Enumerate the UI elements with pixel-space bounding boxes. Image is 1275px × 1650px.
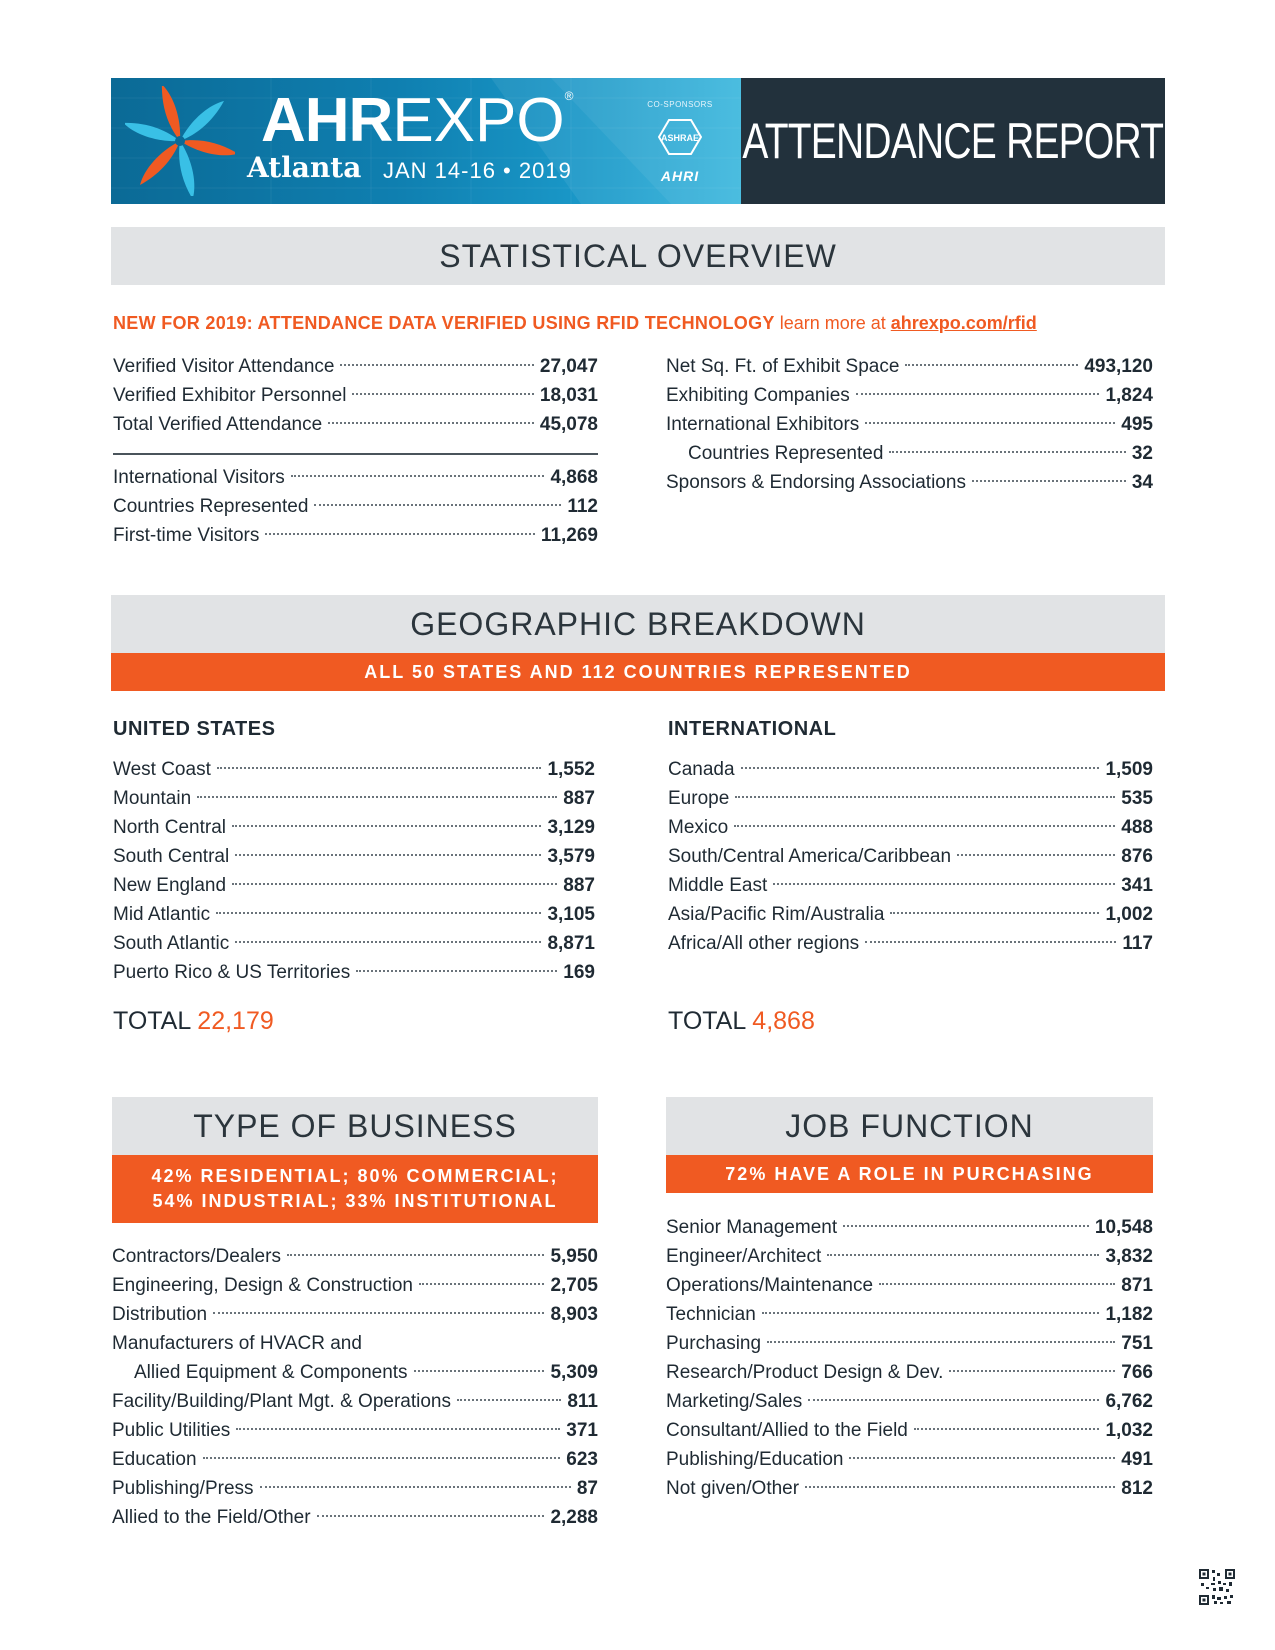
- intl-region-row-europe: [668, 784, 1153, 813]
- dotted-leader: [236, 1428, 560, 1430]
- logo-city: Atlanta: [247, 151, 362, 184]
- dotted-leader: [889, 451, 1125, 453]
- business-value: 5,309: [550, 1362, 598, 1383]
- job-value: 6,762: [1105, 1391, 1153, 1412]
- dotted-leader: [314, 504, 561, 506]
- attendance-row-verified-visitor-attendance: [113, 352, 598, 381]
- intl-total: [668, 1007, 815, 1036]
- visitor-row-first-time-visitors: [113, 521, 598, 550]
- us-region-label: North Central: [113, 817, 226, 838]
- business-label: Engineering, Design & Construction: [112, 1275, 414, 1296]
- pinwheel-logo-icon: [125, 86, 235, 196]
- dotted-leader: [287, 1254, 545, 1256]
- dotted-leader: [265, 533, 535, 535]
- rfid-note-plain: learn more at: [774, 313, 891, 333]
- rfid-note: [113, 313, 1165, 334]
- intl-region-label: Canada: [668, 759, 735, 780]
- us-region-value: 3,129: [547, 817, 595, 838]
- cosponsors: [619, 78, 741, 204]
- dotted-leader: [414, 1370, 545, 1372]
- intl-region-value: 341: [1121, 875, 1153, 896]
- dotted-leader: [805, 1486, 1115, 1488]
- geographic-banner: ALL 50 STATES AND 112 COUNTRIES REPRESENTED: [111, 653, 1165, 691]
- job-function-list: [666, 1213, 1153, 1503]
- us-region-label: Puerto Rico & US Territories: [113, 962, 351, 983]
- job-label: Technician: [666, 1304, 756, 1325]
- dotted-leader: [352, 393, 533, 395]
- qr-code-icon[interactable]: [1199, 1569, 1235, 1605]
- job-row-engineer-architect: [666, 1242, 1153, 1271]
- us-region-label: South Atlantic: [113, 933, 230, 954]
- job-row-senior-management: [666, 1213, 1153, 1242]
- job-value: 3,832: [1105, 1246, 1153, 1267]
- visitor-value: 11,269: [540, 525, 598, 546]
- us-total: [113, 1007, 274, 1036]
- exhibit-value: 32: [1131, 443, 1153, 464]
- dotted-leader: [419, 1283, 544, 1285]
- business-row-public-utilities: [112, 1416, 598, 1445]
- business-row-facility-building-plant-mgt-and-operations: [112, 1387, 598, 1416]
- logo-dates: JAN 14-16 • 2019: [383, 158, 572, 183]
- business-value: 623: [566, 1449, 598, 1470]
- dotted-leader: [291, 475, 545, 477]
- job-value: 751: [1121, 1333, 1153, 1354]
- dotted-leader: [328, 422, 534, 424]
- us-region-label: New England: [113, 875, 227, 896]
- us-total-label: TOTAL: [113, 1007, 191, 1035]
- dotted-leader: [865, 941, 1116, 943]
- exhibit-stats-right: [666, 352, 1153, 497]
- job-label: Publishing/Education: [666, 1449, 844, 1470]
- job-value: 766: [1121, 1362, 1153, 1383]
- visitor-row-international-visitors: [113, 463, 598, 492]
- intl-region-list: [668, 755, 1153, 958]
- intl-region-row-africa-all-other-regions: [668, 929, 1153, 958]
- attendance-row-total-verified-attendance: [113, 410, 598, 439]
- intl-region-label: Asia/Pacific Rim/Australia: [668, 904, 885, 925]
- logo-wordmark: [261, 86, 573, 155]
- geographic-breakdown-header: GEOGRAPHIC BREAKDOWN: [111, 595, 1165, 653]
- dotted-leader: [767, 1341, 1115, 1343]
- intl-region-label: Europe: [668, 788, 730, 809]
- dotted-leader: [957, 854, 1115, 856]
- job-row-technician: [666, 1300, 1153, 1329]
- job-label: Consultant/Allied to the Field: [666, 1420, 908, 1441]
- business-banner: [112, 1155, 598, 1223]
- exhibit-row-countries-represented: [666, 439, 1153, 468]
- us-region-value: 169: [563, 962, 595, 983]
- job-row-marketing-sales: [666, 1387, 1153, 1416]
- attendance-label: Verified Visitor Attendance: [113, 356, 335, 377]
- us-region-label: South Central: [113, 846, 230, 867]
- dotted-leader: [203, 1457, 561, 1459]
- intl-total-label: TOTAL: [668, 1007, 746, 1035]
- job-value: 10,548: [1094, 1217, 1153, 1238]
- business-row-allied-equipment-and-components: [112, 1358, 598, 1387]
- visitor-label: Countries Represented: [113, 496, 309, 517]
- job-row-publishing-education: [666, 1445, 1153, 1474]
- business-row-engineering-design-and-construction: [112, 1271, 598, 1300]
- job-label: Senior Management: [666, 1217, 838, 1238]
- business-value: 2,288: [550, 1507, 598, 1528]
- business-label: Allied Equipment & Components: [134, 1362, 408, 1383]
- dotted-leader: [762, 1312, 1100, 1314]
- intl-region-row-canada: [668, 755, 1153, 784]
- us-region-value: 3,105: [547, 904, 595, 925]
- dotted-leader: [808, 1399, 1099, 1401]
- business-label: Education: [112, 1449, 197, 1470]
- business-label: Manufacturers of HVACR and: [112, 1333, 362, 1354]
- logo-ahr-text: AHR: [261, 86, 393, 155]
- business-label: Distribution: [112, 1304, 208, 1325]
- dotted-leader: [890, 912, 1099, 914]
- stats-divider: [113, 453, 598, 455]
- intl-total-value: 4,868: [752, 1007, 815, 1035]
- us-title: UNITED STATES: [113, 718, 276, 740]
- job-function-header: JOB FUNCTION: [666, 1097, 1153, 1155]
- dotted-leader: [340, 364, 533, 366]
- dotted-leader: [843, 1225, 1089, 1227]
- us-region-value: 8,871: [547, 933, 595, 954]
- us-region-label: Mid Atlantic: [113, 904, 211, 925]
- header-banner: [111, 78, 1165, 204]
- us-region-list: [113, 755, 595, 987]
- job-row-research-product-design-and-dev: [666, 1358, 1153, 1387]
- business-row-allied-to-the-field-other: [112, 1503, 598, 1532]
- job-value: 812: [1121, 1478, 1153, 1499]
- dotted-leader: [849, 1457, 1115, 1459]
- dotted-leader: [741, 767, 1100, 769]
- us-region-row-mountain: [113, 784, 595, 813]
- dotted-leader: [216, 912, 541, 914]
- us-region-label: West Coast: [113, 759, 211, 780]
- intl-region-value: 876: [1121, 846, 1153, 867]
- statistical-overview-header: STATISTICAL OVERVIEW: [111, 227, 1165, 285]
- exhibit-label: Exhibiting Companies: [666, 385, 850, 406]
- business-label: Contractors/Dealers: [112, 1246, 281, 1267]
- dotted-leader: [197, 796, 557, 798]
- dotted-leader: [213, 1312, 544, 1314]
- report-title-panel: [741, 78, 1165, 204]
- dotted-leader: [232, 825, 541, 827]
- job-row-not-given-other: [666, 1474, 1153, 1503]
- business-value: 371: [566, 1420, 598, 1441]
- job-value: 871: [1121, 1275, 1153, 1296]
- business-value: 811: [567, 1391, 598, 1412]
- ahri-logo: AHRI: [660, 168, 700, 184]
- attendance-value: 18,031: [539, 385, 598, 406]
- visitor-row-countries-represented: [113, 492, 598, 521]
- dotted-leader: [232, 883, 557, 885]
- exhibit-label: International Exhibitors: [666, 414, 860, 435]
- job-value: 491: [1121, 1449, 1153, 1470]
- dotted-leader: [235, 854, 541, 856]
- exhibit-row-exhibiting-companies: [666, 381, 1153, 410]
- business-banner-line2: 54% INDUSTRIAL; 33% INSTITUTIONAL: [152, 1191, 558, 1211]
- dotted-leader: [217, 767, 542, 769]
- intl-region-value: 117: [1122, 933, 1153, 954]
- dotted-leader: [865, 422, 1115, 424]
- dotted-leader: [914, 1428, 1100, 1430]
- business-label: Public Utilities: [112, 1420, 231, 1441]
- intl-region-value: 1,002: [1105, 904, 1153, 925]
- exhibit-value: 1,824: [1105, 385, 1153, 406]
- us-region-label: Mountain: [113, 788, 192, 809]
- attendance-label: Verified Exhibitor Personnel: [113, 385, 347, 406]
- dotted-leader: [972, 480, 1126, 482]
- exhibit-row-sponsors-and-endorsing-associations: [666, 468, 1153, 497]
- job-label: Operations/Maintenance: [666, 1275, 874, 1296]
- job-label: Purchasing: [666, 1333, 762, 1354]
- dotted-leader: [356, 970, 557, 972]
- business-value: 87: [576, 1478, 598, 1499]
- dotted-leader: [735, 796, 1115, 798]
- us-region-value: 887: [563, 788, 595, 809]
- expo-logo-panel: [111, 78, 741, 204]
- exhibit-row-net-sq-ft-of-exhibit-space: [666, 352, 1153, 381]
- intl-region-value: 535: [1121, 788, 1153, 809]
- job-label: Not given/Other: [666, 1478, 800, 1499]
- visitor-label: International Visitors: [113, 467, 285, 488]
- attendance-value: 27,047: [539, 356, 598, 377]
- us-region-row-mid-atlantic: [113, 900, 595, 929]
- job-row-operations-maintenance: [666, 1271, 1153, 1300]
- business-value: 2,705: [550, 1275, 598, 1296]
- intl-region-row-mexico: [668, 813, 1153, 842]
- dotted-leader: [734, 825, 1115, 827]
- us-region-value: 1,552: [547, 759, 595, 780]
- intl-region-value: 488: [1121, 817, 1153, 838]
- attendance-value: 45,078: [539, 414, 598, 435]
- ashrae-label: ASHRAE: [660, 133, 700, 143]
- intl-region-label: Africa/All other regions: [668, 933, 860, 954]
- dotted-leader: [949, 1370, 1115, 1372]
- dotted-leader: [260, 1486, 571, 1488]
- dotted-leader: [457, 1399, 561, 1401]
- intl-region-row-middle-east: [668, 871, 1153, 900]
- intl-region-label: Middle East: [668, 875, 768, 896]
- exhibit-label: Sponsors & Endorsing Associations: [666, 472, 966, 493]
- us-total-value: 22,179: [197, 1007, 274, 1035]
- intl-region-label: Mexico: [668, 817, 729, 838]
- cosponsors-label: CO-SPONSORS: [647, 100, 713, 109]
- intl-title: INTERNATIONAL: [668, 718, 837, 740]
- attendance-label: Total Verified Attendance: [113, 414, 323, 435]
- business-row-contractors-dealers: [112, 1242, 598, 1271]
- visitor-value: 112: [567, 496, 598, 517]
- job-banner: 72% HAVE A ROLE IN PURCHASING: [666, 1155, 1153, 1193]
- dotted-leader: [879, 1283, 1115, 1285]
- attendance-row-verified-exhibitor-personnel: [113, 381, 598, 410]
- business-label: Publishing/Press: [112, 1478, 254, 1499]
- intl-region-row-asia-pacific-rim-australia: [668, 900, 1153, 929]
- dotted-leader: [856, 393, 1100, 395]
- dotted-leader: [827, 1254, 1099, 1256]
- job-row-consultant-allied-to-the-field: [666, 1416, 1153, 1445]
- visitor-value: 4,868: [550, 467, 598, 488]
- ashrae-hexagon-icon: [658, 118, 702, 156]
- visitor-label: First-time Visitors: [113, 525, 260, 546]
- exhibit-value: 495: [1121, 414, 1153, 435]
- us-region-row-south-central: [113, 842, 595, 871]
- rfid-note-bold: NEW FOR 2019: ATTENDANCE DATA VERIFIED USING RFID TECHNOLOGY: [113, 313, 775, 333]
- business-banner-line1: 42% RESIDENTIAL; 80% COMMERCIAL;: [151, 1166, 559, 1186]
- business-row-education: [112, 1445, 598, 1474]
- business-value: 5,950: [550, 1246, 598, 1267]
- business-row-manufacturers-of-hvacr-and: [112, 1329, 598, 1358]
- type-of-business-header: TYPE OF BUSINESS: [112, 1097, 598, 1155]
- intl-region-value: 1,509: [1105, 759, 1153, 780]
- dotted-leader: [235, 941, 541, 943]
- job-label: Engineer/Architect: [666, 1246, 822, 1267]
- business-label: Allied to the Field/Other: [112, 1507, 311, 1528]
- us-region-value: 887: [563, 875, 595, 896]
- job-value: 1,032: [1105, 1420, 1153, 1441]
- dotted-leader: [905, 364, 1078, 366]
- us-region-value: 3,579: [547, 846, 595, 867]
- intl-region-label: South/Central America/Caribbean: [668, 846, 952, 867]
- exhibit-value: 493,120: [1084, 356, 1153, 377]
- job-row-purchasing: [666, 1329, 1153, 1358]
- us-region-row-puerto-rico-and-us-territories: [113, 958, 595, 987]
- us-region-row-new-england: [113, 871, 595, 900]
- business-type-list: [112, 1242, 598, 1532]
- business-label: Facility/Building/Plant Mgt. & Operations: [112, 1391, 451, 1412]
- intl-region-row-south-central-america-caribbean: [668, 842, 1153, 871]
- attendance-stats-left: [113, 352, 598, 550]
- registered-mark: ®: [564, 89, 573, 103]
- business-row-publishing-press: [112, 1474, 598, 1503]
- exhibit-label: Net Sq. Ft. of Exhibit Space: [666, 356, 900, 377]
- exhibit-value: 34: [1131, 472, 1153, 493]
- rfid-link[interactable]: ahrexpo.com/rfid: [890, 313, 1037, 333]
- business-row-distribution: [112, 1300, 598, 1329]
- report-title: ATTENDANCE REPORT: [742, 113, 1164, 169]
- logo-expo-text: EXPO: [392, 86, 565, 155]
- job-value: 1,182: [1105, 1304, 1153, 1325]
- business-value: 8,903: [550, 1304, 598, 1325]
- us-region-row-south-atlantic: [113, 929, 595, 958]
- dotted-leader: [773, 883, 1115, 885]
- job-label: Marketing/Sales: [666, 1391, 803, 1412]
- dotted-leader: [317, 1515, 545, 1517]
- exhibit-row-international-exhibitors: [666, 410, 1153, 439]
- exhibit-label: Countries Represented: [688, 443, 884, 464]
- us-region-row-west-coast: [113, 755, 595, 784]
- us-region-row-north-central: [113, 813, 595, 842]
- job-label: Research/Product Design & Dev.: [666, 1362, 944, 1383]
